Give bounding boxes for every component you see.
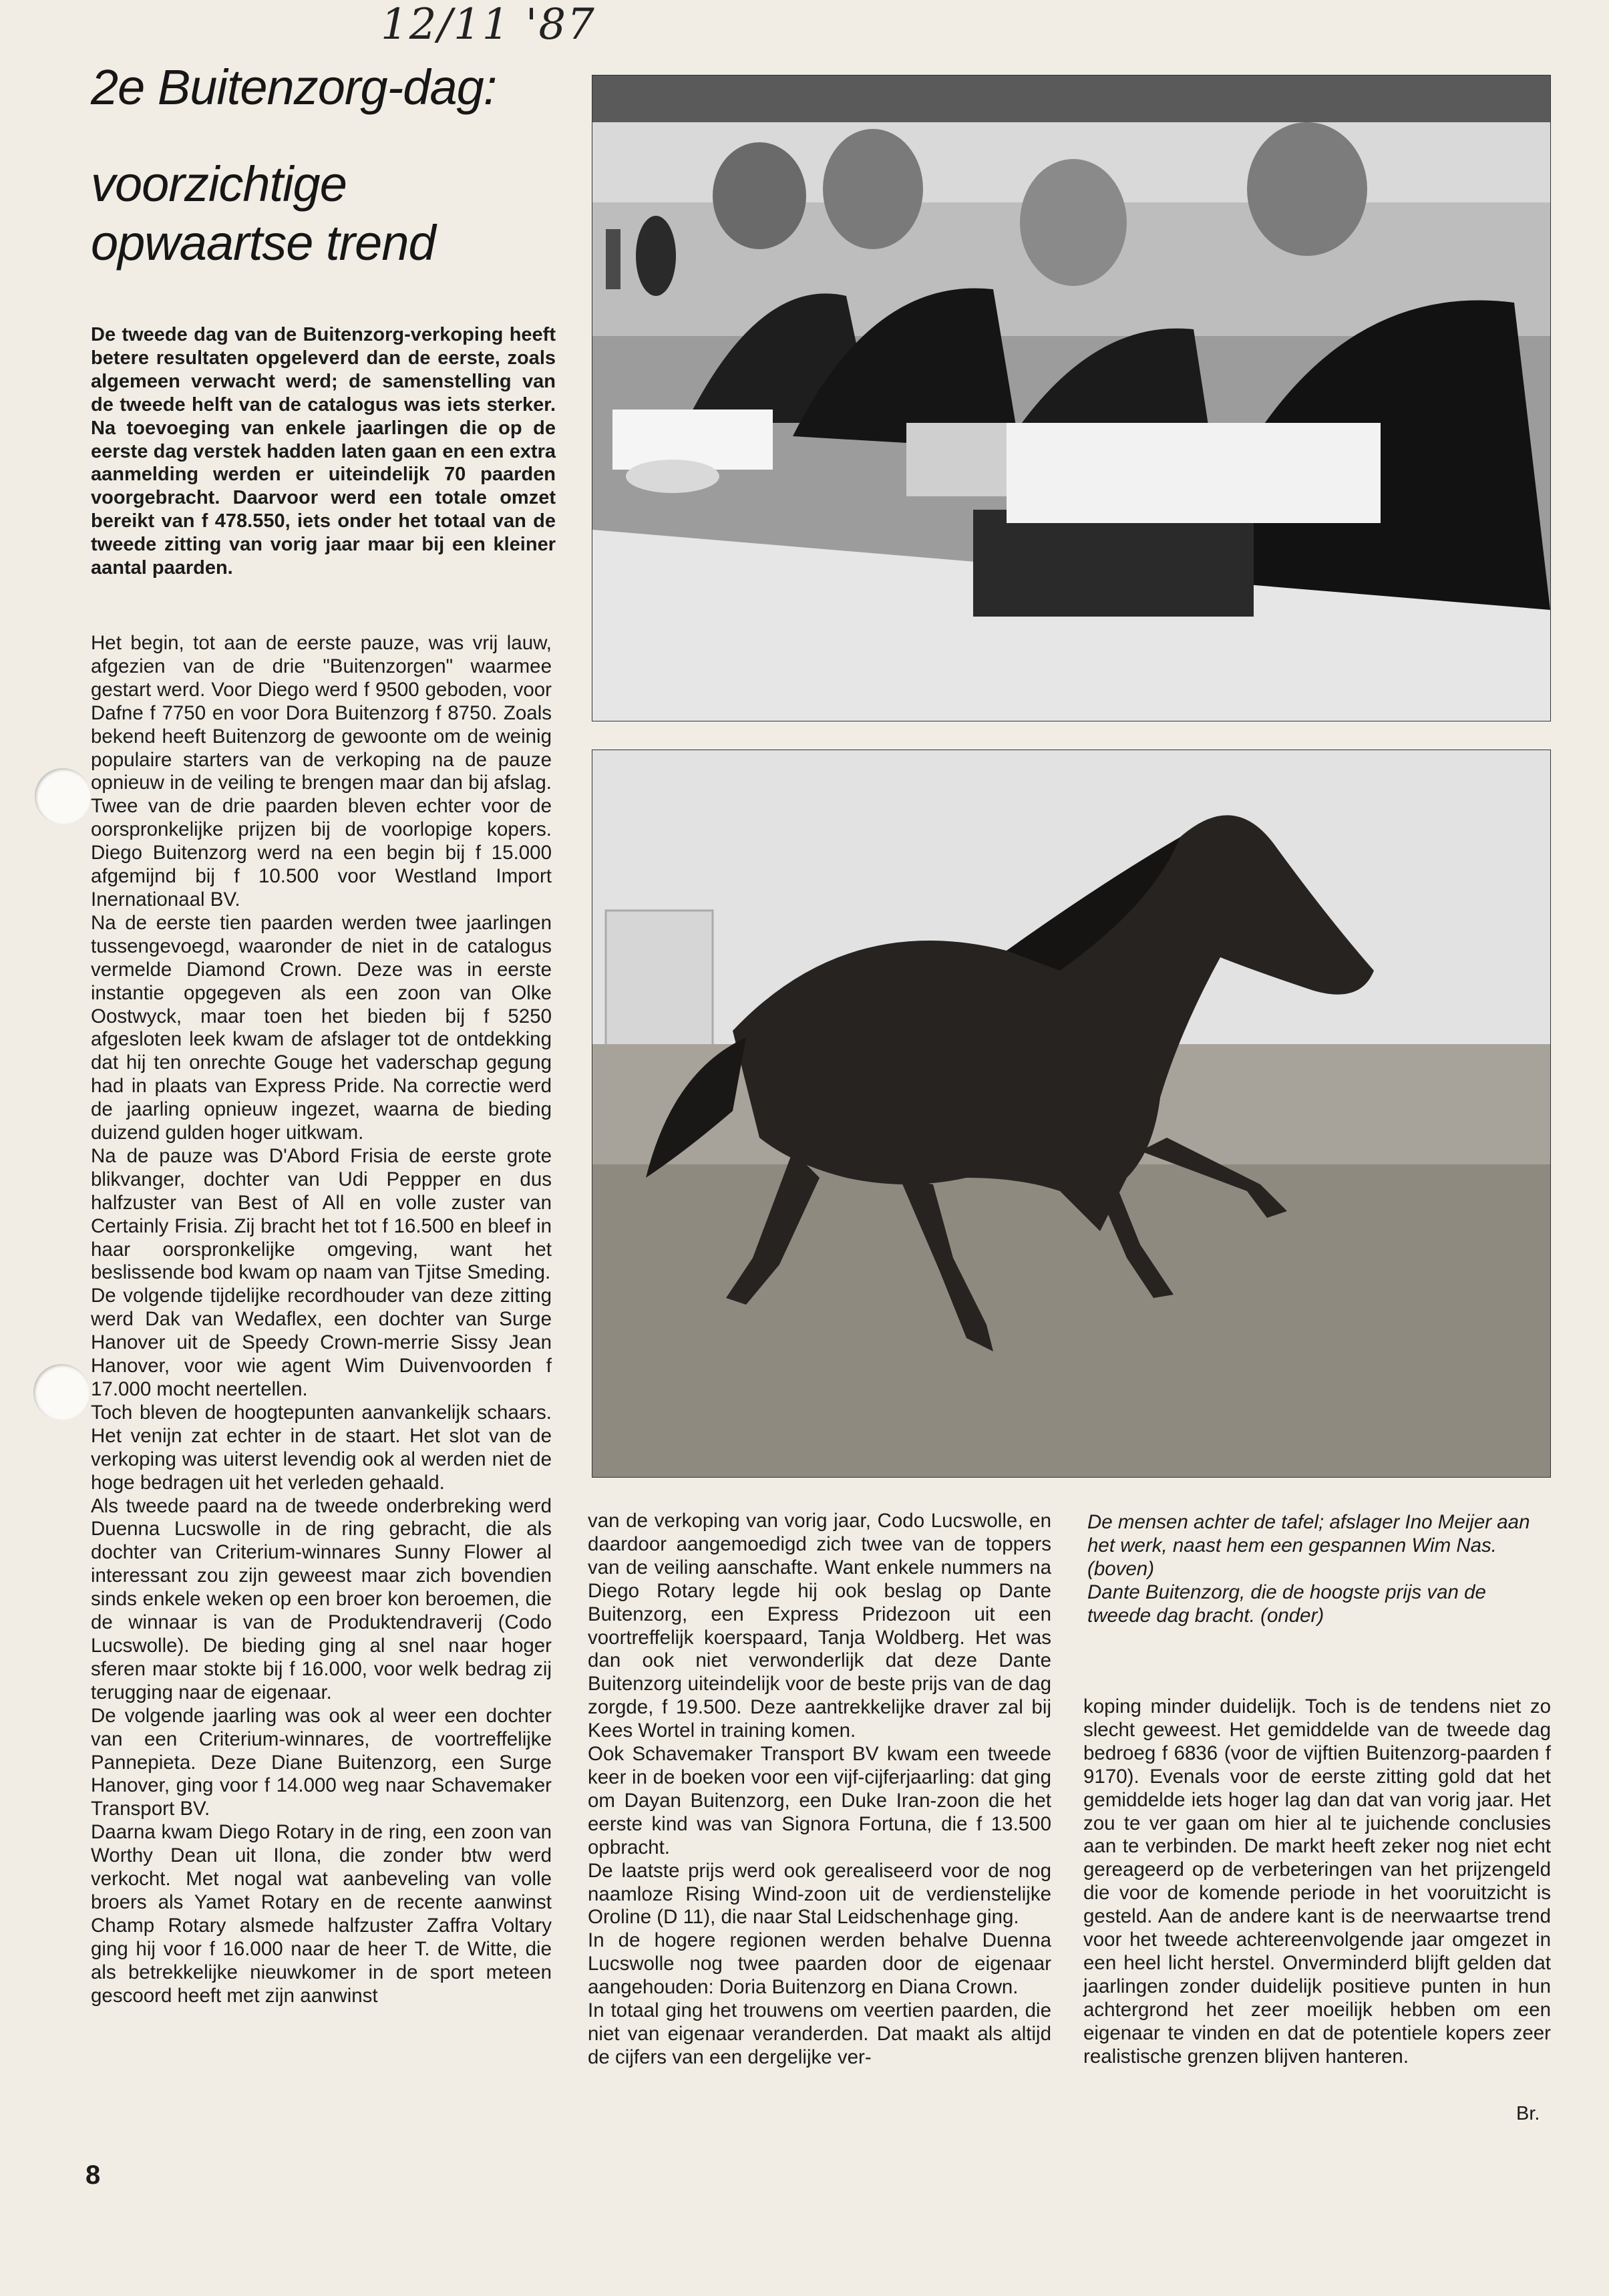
paragraph: Daarna kwam Diego Rotary in de ring, een zoon van Worthy Dean uit Ilona, die zonder btw werd verkocht. Met nogal wat aanbeveling van volle broers als Yamet Rotary en de recente aanwinst Champ Rotary alsmede halfzuster Zaffra Voltary ging hij voor f 16.000 naar de heer T. de Witte, die als betrekkelijke nieuwkomer in de sport meteen gescoord heeft met zijn aanwinst: [91, 1821, 552, 2007]
auction-table-photo: [592, 75, 1551, 721]
article-column-2: [588, 1510, 1051, 2070]
photo-captions: [1087, 1511, 1550, 1628]
author-signature: Br.: [1516, 2103, 1540, 2124]
punch-hole: [35, 768, 91, 824]
paragraph: De laatste prijs werd ook gerealiseerd voor de nog naamloze Rising Wind-zoon uit de verdienstelijke Oroline (D 11), die naar Stal Leidschenhage ging.: [588, 1859, 1051, 1929]
lead-paragraph: De tweede dag van de Buitenzorg-verkoping heeft betere resultaten opgeleverd dan de eerste, zoals algemeen verwacht werd; de samenstelling van de tweede helft van de catalogus was iets sterker. Na toevoeging van enkele jaarlingen die op de eerste dag verstek hadden laten gaan en een extra aanmelding werden er uiteindelijk 70 paarden voorgebracht. Daarvoor werd een totale omzet bereikt van f 478.550, iets onder het totaal van de tweede zitting van vorig jaar maar bij een kleiner aantal paarden.: [91, 324, 556, 579]
paragraph: Na de pauze was D'Abord Frisia de eerste grote blikvanger, dochter van Udi Peppper en dus halfzuster van Best of All en volle zuster van Certainly Frisia. Zij bracht het tot f 16.500 en bleef in haar oorspronkelijke omgeving, want het beslissende bod kwam op naam van Tjitse Smeding.: [91, 1144, 552, 1284]
paragraph: De volgende jaarling was ook al weer een dochter van een Criterium-winnares, de voortreffelijke Pannepieta. Deze Diane Buitenzorg, een Surge Hanover, ging voor f 14.000 weg naar Schavemaker Transport BV.: [91, 1704, 552, 1820]
paragraph: Na de eerste tien paarden werden twee jaarlingen tussengevoegd, waaronder de niet in de catalogus vermelde Diamond Crown. Deze was in eerste instantie opgegeven als een zoon van Olke Oostwyck, maar toen het bieden bij f 5250 afgesloten leek kwam de afslager tot de ontdekking dat hij ten onrechte Gouge het vaderschap gegung had in plaats van Express Pride. Na correctie werd de jaarling opnieuw ingezet, waarna de bieding duizend gulden hoger uitkwam.: [91, 911, 552, 1144]
caption-bottom: Dante Buitenzorg, die de hoogste prijs van de tweede dag bracht. (onder): [1087, 1581, 1486, 1627]
headline: 2e Buitenzorg-dag:: [91, 59, 497, 115]
article-column-1: [91, 632, 552, 2007]
paragraph: Als tweede paard na de tweede onderbreking werd Duenna Lucswolle in de ring gebracht, die als dochter van Criterium-winnares Sunny Flower al interessant zou zijn geweest maar zich bovendien sinds enkele weken op een broer kon beroemen, die de winnaar is van de Produktendraverij (Codo Lucswolle). De bieding ging al snel naar hoger sferen maar stokte bij f 16.000, voor welk bedrag zij terugging naar de eigenaar.: [91, 1494, 552, 1703]
paragraph: koping minder duidelijk. Toch is de tendens niet zo slecht geweest. Het gemiddelde van de tweede dag bedroeg f 6836 (voor de vijftien Buitenzorg-paarden f 9170). Evenals voor de eerste zitting gold dat het gemiddelde iets hoger lag dan dat van vorig jaar. Het zou te ver gaan om hier al te juichende conclusies aan te verbinden. De markt heeft zeker nog niet echt gereageerd op de verbeteringen van het prijzengeld die voor de komende periode in het vooruitzicht is gesteld. Aan de andere kant is de neerwaartse trend voor het tweede achtereenvolgende jaar omgezet in een heel licht herstel. Onverminderd blijft gelden dat jaarlingen zonder duidelijk positieve punten in hun achtergrond het zeer moeilijk hebben om een eigenaar te vinden en dat de potentiele kopers zeer realistische grenzen blijven hanteren.: [1083, 1695, 1551, 2068]
subheadline: voorzichtige opwaartse trend: [91, 156, 435, 271]
paragraph: Toch bleven de hoogtepunten aanvankelijk schaars. Het venijn zat echter in de staart. Het slot van de verkoping was uiterst levendig ook al werden niet de hoge bedragen uit het verleden gehaald.: [91, 1401, 552, 1494]
paragraph: Ook Schavemaker Transport BV kwam een tweede keer in de boeken voor een vijf-cijferjaarling: dat ging om Dayan Buitenzorg, een Duke Iran-zoon die het eerste kind was van Signora Fortuna, die f 13.500 opbracht.: [588, 1743, 1051, 1858]
page-number: 8: [85, 2160, 101, 2190]
handwritten-date: 12/11 '87: [381, 0, 596, 49]
paragraph: De volgende tijdelijke recordhouder van deze zitting werd Dak van Wedaflex, een dochter van Surge Hanover uit de Speedy Crown-merrie Sissy Jean Hanover, voor wie agent Wim Duivenvoorden f 17.000 mocht neertellen.: [91, 1285, 552, 1400]
article-column-3: [1083, 1695, 1551, 2069]
caption-top: De mensen achter de tafel; afslager Ino Meijer aan het werk, naast hem een gespannen Wim Nas. (boven): [1087, 1511, 1530, 1580]
paragraph: In totaal ging het trouwens om veertien paarden, die niet van eigenaar veranderden. Dat maakt als altijd de cijfers van een dergelijke ver-: [588, 1999, 1051, 2068]
punch-hole: [33, 1364, 90, 1420]
paragraph: van de verkoping van vorig jaar, Codo Lucswolle, en daardoor aangemoedigd zich twee van de toppers van de veiling aanschafte. Want enkele nummers na Diego Rotary legde hij ook beslag op Dante Buitenzorg, een Express Pridezoon uit een voortreffelijk koerspaard, Tanja Woldberg. Het was dan ook niet verwonderlijk dat deze Dante Buitenzorg uiteindelijk voor de beste prijs van de dag zorgde, f 19.500. Deze aantrekkelijke draver zal bij Kees Wortel in training komen.: [588, 1510, 1051, 1742]
paragraph: Het begin, tot aan de eerste pauze, was vrij lauw, afgezien van de drie "Buitenzorgen" waarmee gestart werd. Voor Diego werd f 9500 geboden, voor Dafne f 7750 en voor Dora Buitenzorg f 8750. Zoals bekend heeft Buitenzorg de gewoonte om de weinig populaire starters van de verkoping na de pauze opnieuw in de veiling te brengen maar dan bij afslag. Twee van de drie paarden bleven echter voor de oorspronkelijke prijzen bij de voorlopige kopers. Diego Buitenzorg werd na een begin bij f 15.000 afgemijnd bij f 10.500 voor Westland Import Inernationaal BV.: [91, 632, 552, 911]
paragraph: In de hogere regionen werden behalve Duenna Lucswolle nog twee paarden door de eigenaar aangehouden: Doria Buitenzorg en Diana Crown.: [588, 1929, 1051, 1999]
horse-photo: [592, 750, 1551, 1478]
